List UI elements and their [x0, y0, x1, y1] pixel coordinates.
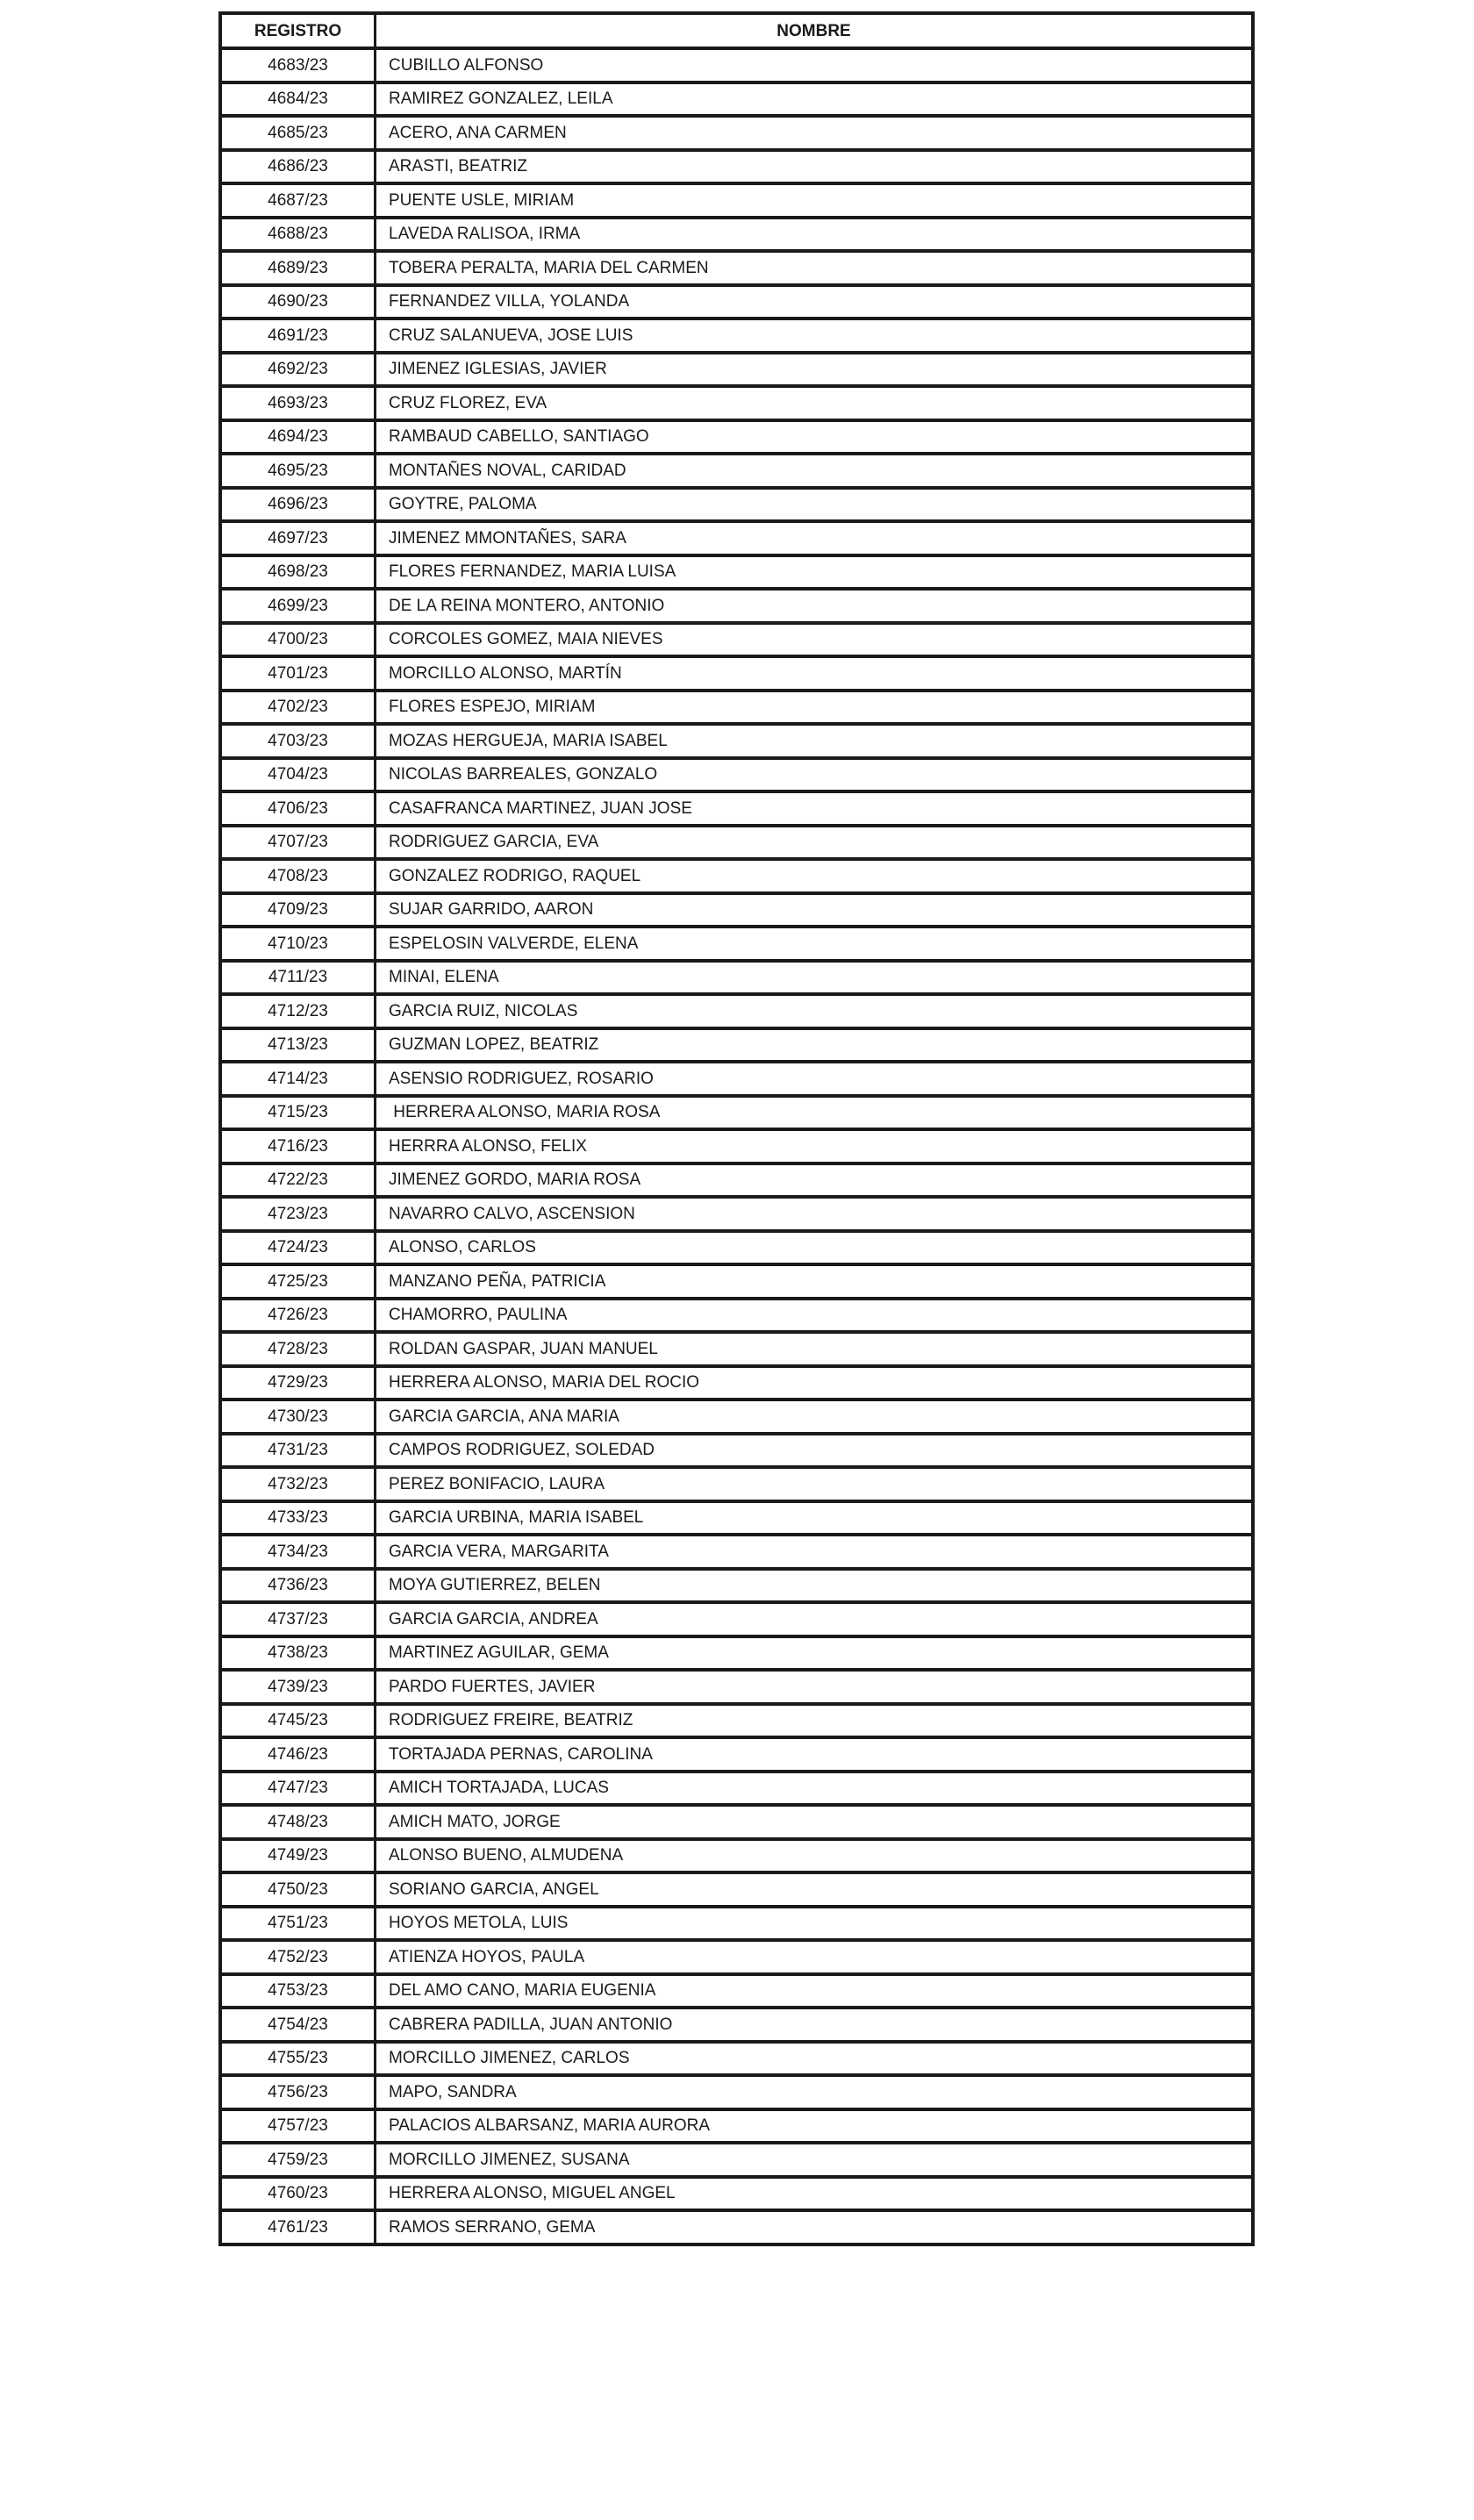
registro-cell: 4731/23 — [220, 1434, 376, 1468]
table-row — [220, 1501, 1253, 1536]
registro-cell: 4709/23 — [220, 893, 376, 927]
nombre-cell: ALONSO, CARLOS — [376, 1231, 1254, 1265]
table-row — [220, 2042, 1253, 2076]
registro-cell: 4693/23 — [220, 386, 376, 420]
registro-cell: 4723/23 — [220, 1197, 376, 1231]
registro-cell: 4697/23 — [220, 521, 376, 555]
nombre-cell: FERNANDEZ VILLA, YOLANDA — [376, 285, 1254, 319]
nombre-cell: LAVEDA RALISOA, IRMA — [376, 218, 1254, 252]
registro-cell: 4700/23 — [220, 623, 376, 657]
registro-cell: 4733/23 — [220, 1501, 376, 1536]
table-row — [220, 386, 1253, 420]
nombre-cell: DEL AMO CANO, MARIA EUGENIA — [376, 1974, 1254, 2008]
nombre-cell: CABRERA PADILLA, JUAN ANTONIO — [376, 2008, 1254, 2042]
table-row — [220, 2109, 1253, 2144]
registro-cell: 4729/23 — [220, 1366, 376, 1400]
table-row — [220, 1569, 1253, 1603]
nombre-cell: TORTAJADA PERNAS, CAROLINA — [376, 1737, 1254, 1772]
table-row — [220, 1264, 1253, 1299]
table-row — [220, 656, 1253, 691]
nombre-cell: HERRERA ALONSO, MIGUEL ANGEL — [376, 2177, 1254, 2211]
registro-cell: 4752/23 — [220, 1940, 376, 1974]
registro-cell: 4687/23 — [220, 183, 376, 218]
table-row — [220, 82, 1253, 117]
table-row — [220, 1704, 1253, 1738]
nombre-cell: ROLDAN GASPAR, JUAN MANUEL — [376, 1332, 1254, 1366]
registro-cell: 4715/23 — [220, 1096, 376, 1130]
table-row — [220, 961, 1253, 995]
table-row — [220, 1366, 1253, 1400]
nombre-cell: ATIENZA HOYOS, PAULA — [376, 1940, 1254, 1974]
nombre-cell: RODRIGUEZ GARCIA, EVA — [376, 826, 1254, 860]
nombre-cell: NAVARRO CALVO, ASCENSION — [376, 1197, 1254, 1231]
nombre-cell: HOYOS METOLA, LUIS — [376, 1907, 1254, 1941]
nombre-cell: GOYTRE, PALOMA — [376, 488, 1254, 522]
table-row — [220, 826, 1253, 860]
table-row — [220, 1772, 1253, 1806]
nombre-cell: MAPO, SANDRA — [376, 2075, 1254, 2109]
nombre-cell: CORCOLES GOMEZ, MAIA NIEVES — [376, 623, 1254, 657]
registro-cell: 4749/23 — [220, 1839, 376, 1873]
registro-cell: 4689/23 — [220, 251, 376, 285]
nombre-cell: MONTAÑES NOVAL, CARIDAD — [376, 454, 1254, 488]
registro-cell: 4724/23 — [220, 1231, 376, 1265]
table-body — [220, 48, 1253, 2244]
table-row — [220, 1467, 1253, 1501]
table-row — [220, 791, 1253, 826]
table-row — [220, 893, 1253, 927]
table-row — [220, 2008, 1253, 2042]
registro-cell: 4708/23 — [220, 859, 376, 893]
nombre-cell: PARDO FUERTES, JAVIER — [376, 1670, 1254, 1704]
registro-cell: 4688/23 — [220, 218, 376, 252]
registro-cell: 4685/23 — [220, 116, 376, 150]
registro-cell: 4734/23 — [220, 1535, 376, 1569]
nombre-cell: JIMENEZ IGLESIAS, JAVIER — [376, 353, 1254, 387]
table-row — [220, 521, 1253, 555]
registro-cell: 4686/23 — [220, 150, 376, 184]
registro-cell: 4701/23 — [220, 656, 376, 691]
nombre-cell: ACERO, ANA CARMEN — [376, 116, 1254, 150]
table-row — [220, 859, 1253, 893]
nombre-cell: NICOLAS BARREALES, GONZALO — [376, 758, 1254, 792]
registro-cell: 4748/23 — [220, 1805, 376, 1839]
nombre-cell: PALACIOS ALBARSANZ, MARIA AURORA — [376, 2109, 1254, 2144]
nombre-cell: ASENSIO RODRIGUEZ, ROSARIO — [376, 1062, 1254, 1096]
registro-cell: 4737/23 — [220, 1602, 376, 1636]
table-row — [220, 150, 1253, 184]
table-row — [220, 623, 1253, 657]
table-row — [220, 2210, 1253, 2244]
registro-cell: 4692/23 — [220, 353, 376, 387]
table-row — [220, 218, 1253, 252]
nombre-cell: ARASTI, BEATRIZ — [376, 150, 1254, 184]
table-row — [220, 183, 1253, 218]
table-row — [220, 353, 1253, 387]
nombre-cell: CAMPOS RODRIGUEZ, SOLEDAD — [376, 1434, 1254, 1468]
registro-cell: 4698/23 — [220, 555, 376, 590]
registro-cell: 4746/23 — [220, 1737, 376, 1772]
nombre-cell: HERRERA ALONSO, MARIA DEL ROCIO — [376, 1366, 1254, 1400]
nombre-cell: CASAFRANCA MARTINEZ, JUAN JOSE — [376, 791, 1254, 826]
registro-cell: 4714/23 — [220, 1062, 376, 1096]
registro-cell: 4760/23 — [220, 2177, 376, 2211]
nombre-cell: ALONSO BUENO, ALMUDENA — [376, 1839, 1254, 1873]
table-row — [220, 2075, 1253, 2109]
nombre-cell: MORCILLO ALONSO, MARTÍN — [376, 656, 1254, 691]
registro-cell: 4755/23 — [220, 2042, 376, 2076]
table-row — [220, 1940, 1253, 1974]
table-row — [220, 1197, 1253, 1231]
registro-cell: 4738/23 — [220, 1636, 376, 1671]
registro-cell: 4690/23 — [220, 285, 376, 319]
table-row — [220, 319, 1253, 353]
table-row — [220, 420, 1253, 455]
registro-cell: 4712/23 — [220, 994, 376, 1028]
table-row — [220, 1096, 1253, 1130]
registro-cell: 4730/23 — [220, 1400, 376, 1434]
table-row — [220, 1299, 1253, 1333]
registro-cell: 4702/23 — [220, 691, 376, 725]
table-row — [220, 555, 1253, 590]
registro-cell: 4753/23 — [220, 1974, 376, 2008]
nombre-cell: GARCIA URBINA, MARIA ISABEL — [376, 1501, 1254, 1536]
nombre-cell: SORIANO GARCIA, ANGEL — [376, 1872, 1254, 1907]
registro-cell: 4732/23 — [220, 1467, 376, 1501]
nombre-cell: CRUZ SALANUEVA, JOSE LUIS — [376, 319, 1254, 353]
nombre-cell: DE LA REINA MONTERO, ANTONIO — [376, 589, 1254, 623]
registro-cell: 4716/23 — [220, 1129, 376, 1163]
registro-cell: 4757/23 — [220, 2109, 376, 2144]
nombre-cell: PUENTE USLE, MIRIAM — [376, 183, 1254, 218]
registro-cell: 4683/23 — [220, 48, 376, 82]
table-row — [220, 1805, 1253, 1839]
table-row — [220, 589, 1253, 623]
table-row — [220, 1028, 1253, 1063]
registro-cell: 4722/23 — [220, 1163, 376, 1198]
nombre-cell: MOYA GUTIERREZ, BELEN — [376, 1569, 1254, 1603]
nombre-cell: RAMBAUD CABELLO, SANTIAGO — [376, 420, 1254, 455]
column-header-registro: REGISTRO — [220, 13, 376, 48]
registro-cell: 4756/23 — [220, 2075, 376, 2109]
table-header — [220, 13, 1253, 48]
table-row — [220, 285, 1253, 319]
registro-cell: 4751/23 — [220, 1907, 376, 1941]
registro-cell: 4759/23 — [220, 2143, 376, 2177]
nombre-cell: HERRERA ALONSO, MARIA ROSA — [376, 1096, 1254, 1130]
table-row — [220, 116, 1253, 150]
nombre-cell: JIMENEZ MMONTAÑES, SARA — [376, 521, 1254, 555]
table-row — [220, 691, 1253, 725]
table-row — [220, 1602, 1253, 1636]
registro-cell: 4704/23 — [220, 758, 376, 792]
table-row — [220, 2143, 1253, 2177]
nombre-cell: GARCIA VERA, MARGARITA — [376, 1535, 1254, 1569]
registro-cell: 4745/23 — [220, 1704, 376, 1738]
nombre-cell: PEREZ BONIFACIO, LAURA — [376, 1467, 1254, 1501]
registro-cell: 4691/23 — [220, 319, 376, 353]
table-row — [220, 1737, 1253, 1772]
nombre-cell: GUZMAN LOPEZ, BEATRIZ — [376, 1028, 1254, 1063]
nombre-cell: ESPELOSIN VALVERDE, ELENA — [376, 927, 1254, 961]
table-row — [220, 1163, 1253, 1198]
table-row — [220, 1974, 1253, 2008]
nombre-cell: HERRRA ALONSO, FELIX — [376, 1129, 1254, 1163]
nombre-cell: FLORES ESPEJO, MIRIAM — [376, 691, 1254, 725]
registro-cell: 4761/23 — [220, 2210, 376, 2244]
registro-cell: 4710/23 — [220, 927, 376, 961]
registro-cell: 4711/23 — [220, 961, 376, 995]
table-row — [220, 1670, 1253, 1704]
registro-cell: 4725/23 — [220, 1264, 376, 1299]
nombre-cell: MARTINEZ AGUILAR, GEMA — [376, 1636, 1254, 1671]
nombre-cell: AMICH MATO, JORGE — [376, 1805, 1254, 1839]
nombre-cell: TOBERA PERALTA, MARIA DEL CARMEN — [376, 251, 1254, 285]
registro-cell: 4707/23 — [220, 826, 376, 860]
table-row — [220, 994, 1253, 1028]
table-row — [220, 1062, 1253, 1096]
table-row — [220, 1129, 1253, 1163]
table-row — [220, 454, 1253, 488]
registro-cell: 4747/23 — [220, 1772, 376, 1806]
nombre-cell: GARCIA RUIZ, NICOLAS — [376, 994, 1254, 1028]
registro-cell: 4713/23 — [220, 1028, 376, 1063]
registro-cell: 4699/23 — [220, 589, 376, 623]
table-row — [220, 48, 1253, 82]
column-header-nombre: NOMBRE — [376, 13, 1254, 48]
table-row — [220, 1636, 1253, 1671]
nombre-cell: GONZALEZ RODRIGO, RAQUEL — [376, 859, 1254, 893]
registro-cell: 4736/23 — [220, 1569, 376, 1603]
table-row — [220, 1332, 1253, 1366]
nombre-cell: CHAMORRO, PAULINA — [376, 1299, 1254, 1333]
header-row — [220, 13, 1253, 48]
table-row — [220, 758, 1253, 792]
nombre-cell: MOZAS HERGUEJA, MARIA ISABEL — [376, 724, 1254, 758]
registro-cell: 4703/23 — [220, 724, 376, 758]
nombre-cell: FLORES FERNANDEZ, MARIA LUISA — [376, 555, 1254, 590]
nombre-cell: MINAI, ELENA — [376, 961, 1254, 995]
nombre-cell: MANZANO PEÑA, PATRICIA — [376, 1264, 1254, 1299]
registro-cell: 4739/23 — [220, 1670, 376, 1704]
nombre-cell: RAMOS SERRANO, GEMA — [376, 2210, 1254, 2244]
nombre-cell: AMICH TORTAJADA, LUCAS — [376, 1772, 1254, 1806]
table-row — [220, 488, 1253, 522]
nombre-cell: MORCILLO JIMENEZ, CARLOS — [376, 2042, 1254, 2076]
registro-cell: 4694/23 — [220, 420, 376, 455]
table-row — [220, 1400, 1253, 1434]
table-row — [220, 1872, 1253, 1907]
registro-cell: 4696/23 — [220, 488, 376, 522]
table-row — [220, 1907, 1253, 1941]
table-row — [220, 1535, 1253, 1569]
table-row — [220, 1231, 1253, 1265]
nombre-cell: RAMIREZ GONZALEZ, LEILA — [376, 82, 1254, 117]
nombre-cell: SUJAR GARRIDO, AARON — [376, 893, 1254, 927]
registro-cell: 4754/23 — [220, 2008, 376, 2042]
table-row — [220, 927, 1253, 961]
nombre-cell: RODRIGUEZ FREIRE, BEATRIZ — [376, 1704, 1254, 1738]
table-row — [220, 1434, 1253, 1468]
nombre-cell: CRUZ FLOREZ, EVA — [376, 386, 1254, 420]
registro-cell: 4684/23 — [220, 82, 376, 117]
registro-cell: 4706/23 — [220, 791, 376, 826]
registro-cell: 4726/23 — [220, 1299, 376, 1333]
nombre-cell: GARCIA GARCIA, ANA MARIA — [376, 1400, 1254, 1434]
table-row — [220, 1839, 1253, 1873]
nombre-cell: JIMENEZ GORDO, MARIA ROSA — [376, 1163, 1254, 1198]
registro-cell: 4695/23 — [220, 454, 376, 488]
registro-cell: 4728/23 — [220, 1332, 376, 1366]
table-row — [220, 251, 1253, 285]
registry-table — [218, 11, 1255, 2246]
nombre-cell: MORCILLO JIMENEZ, SUSANA — [376, 2143, 1254, 2177]
table-row — [220, 2177, 1253, 2211]
nombre-cell: CUBILLO ALFONSO — [376, 48, 1254, 82]
registro-cell: 4750/23 — [220, 1872, 376, 1907]
nombre-cell: GARCIA GARCIA, ANDREA — [376, 1602, 1254, 1636]
table-row — [220, 724, 1253, 758]
